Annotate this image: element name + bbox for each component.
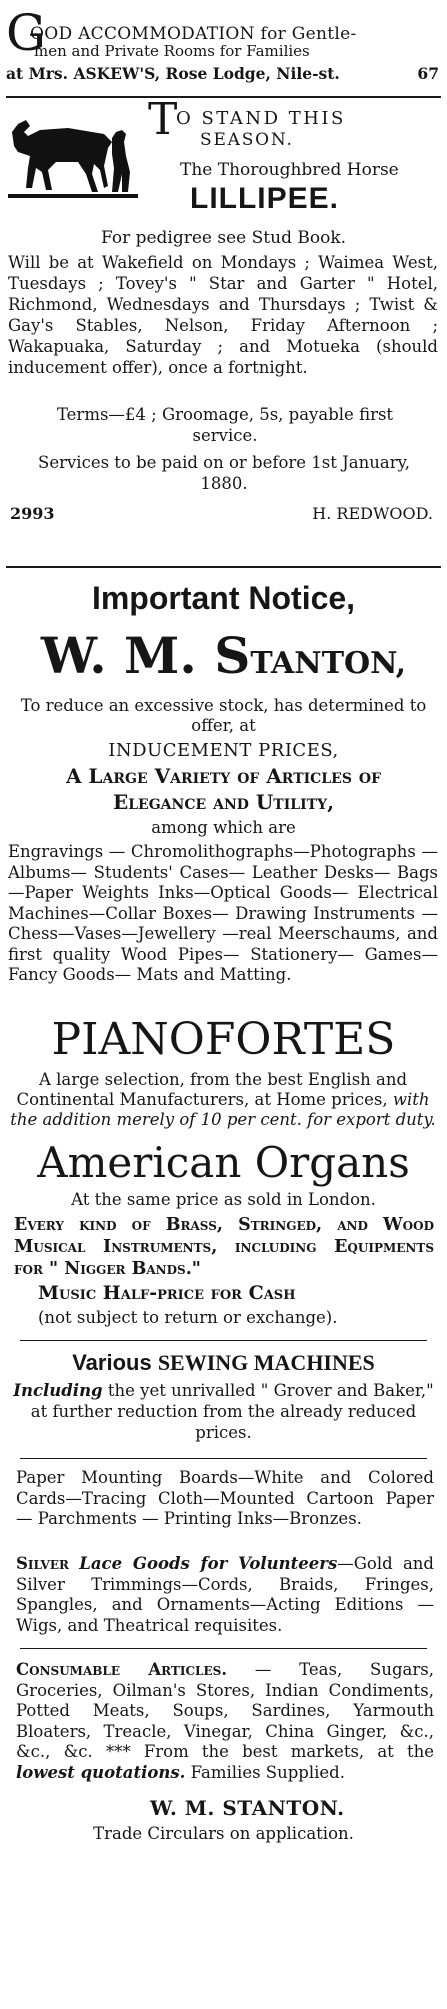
horse-name: LILLIPEE. xyxy=(190,182,340,215)
sewing-title: SEWING MACHINES xyxy=(157,1350,375,1375)
music-heading: Music Half-price for Cash xyxy=(38,1282,296,1304)
organs-text: At the same price as sold in London. xyxy=(71,1190,376,1209)
sewing-heading xyxy=(0,1350,447,1376)
divider xyxy=(6,96,441,98)
stanton-name-small: TANTON, xyxy=(250,646,407,681)
piano-text-italic: with the addition merely of 10 per cent. for export duty. xyxy=(10,1090,436,1129)
variety-line: Elegance and Utility, xyxy=(112,790,335,814)
pedigree-line: For pedigree see Stud Book. xyxy=(100,228,347,248)
ad-heading: SEASON. xyxy=(200,130,294,150)
silver-prefix: Silver xyxy=(16,1554,69,1573)
consumable-italic: lowest quotations. xyxy=(16,1762,186,1782)
divider xyxy=(20,1458,427,1459)
ad-number: 67 xyxy=(417,64,439,83)
intro-text: To reduce an excessive stock, has determined to offer, at xyxy=(20,696,427,735)
inducement-heading: INDUCEMENT PRICES, xyxy=(108,740,339,761)
notice-heading: Important Notice, xyxy=(91,580,356,616)
circulars-line: Trade Circulars on application. xyxy=(93,1824,354,1843)
ad-horse xyxy=(0,94,447,565)
silver-text xyxy=(16,1554,434,1636)
among-line: among which are xyxy=(151,818,296,837)
sewing-including: Including xyxy=(13,1381,103,1400)
ad-signature: H. REDWOOD. xyxy=(312,504,433,523)
paper-text: Paper Mounting Boards—White and Colored Cards—Tracing Cloth—Mounted Cartoon Paper — Parchments — Printing Inks—Bronzes. xyxy=(16,1468,434,1528)
ad-line: men and Private Rooms for Families xyxy=(34,42,310,60)
divider xyxy=(20,1648,427,1649)
items-list: Engravings — Chromolithographs—Photographs — Albums— Students' Cases— Leather Desks— Bags—Paper Weights Inks—Optical Goods— Electrical Machines—Collar Boxes— Drawing Instruments — Chess—Vases—Jewellery —real Meerschaums, and first quality Wood Pipes— Stationery— Games— Fancy Goods— Mats and Matting. xyxy=(8,842,438,984)
ad-heading: O STAND THIS xyxy=(176,108,346,129)
terms-text: Terms—£4 ; Groomage, 5s, payable first service. xyxy=(56,405,394,445)
pianofortes-heading: PIANOFORTES xyxy=(51,1014,396,1065)
sewing-text-plain: the yet unrivalled " Grover and Baker," at further reduction from the already reduced prices. xyxy=(30,1381,434,1442)
piano-text-plain: A large selection, from the best English and Continental Manufacturers, at Home prices, xyxy=(16,1070,408,1109)
silver-text-plain: —Gold and Silver Trimmings—Cords, Braids, Fringes, Spangles, and Ornaments—Acting Editions —Wigs, and Theatrical requisites. xyxy=(16,1554,434,1635)
sewing-prefix: Various xyxy=(72,1350,152,1375)
piano-text xyxy=(8,1070,438,1130)
consumable-text-plain: — Teas, Sugars, Groceries, Oilman's Stores, Indian Condiments, Potted Meats, Soups, Sardines, Yarmouth Bloaters, Treacle, Vinegar, China Ginger, &c., &c., &c. *** From the best markets, at the xyxy=(16,1660,434,1761)
horse-illustration-icon xyxy=(8,112,138,202)
consumable-text xyxy=(16,1660,434,1783)
ad-accommodation xyxy=(0,6,447,86)
consumable-end: Families Supplied. xyxy=(190,1762,345,1782)
divider xyxy=(20,1340,427,1341)
instruments-text: Every kind of Brass, Stringed, and Wood Musical Instruments, including Equipments for " Nigger Bands." xyxy=(14,1215,434,1279)
organs-heading: American Organs xyxy=(37,1138,410,1187)
drop-cap: G xyxy=(6,4,46,62)
schedule-text: Will be at Wakefield on Mondays ; Waimea West, Tuesdays ; Tovey's " Star and Garter " Hotel, Richmond, Wednesdays and Thursdays ; Twist & Gay's Stables, Nelson, Friday Afternoon ; Wakapuaka, Saturday ; and Motueka (should inducement offer), once a fortnight. xyxy=(8,253,438,377)
consumable-prefix: Consumable Articles. xyxy=(16,1660,227,1679)
horse-subtitle: The Thoroughbred Horse xyxy=(180,160,399,180)
stanton-name-big: W. M. S xyxy=(40,626,251,685)
ad-stanton xyxy=(0,570,447,2005)
variety-line: A Large Variety of Articles of xyxy=(65,764,382,788)
divider xyxy=(6,566,441,568)
ad-line: OOD ACCOMMODATION for Gentle- xyxy=(30,24,357,44)
ad-address: at Mrs. ASKEW'S, Rose Lodge, Nile-st. xyxy=(6,64,340,83)
drop-cap: T xyxy=(148,94,178,145)
music-note: (not subject to return or exchange). xyxy=(38,1308,338,1327)
services-text: Services to be paid on or before 1st January, 1880. xyxy=(38,453,410,493)
stanton-signature: W. M. STANTON. xyxy=(150,1796,345,1820)
stanton-name xyxy=(0,628,447,692)
sewing-text xyxy=(10,1380,437,1443)
silver-italic: Lace Goods for Volunteers xyxy=(79,1554,338,1573)
ad-number: 2993 xyxy=(10,504,55,523)
